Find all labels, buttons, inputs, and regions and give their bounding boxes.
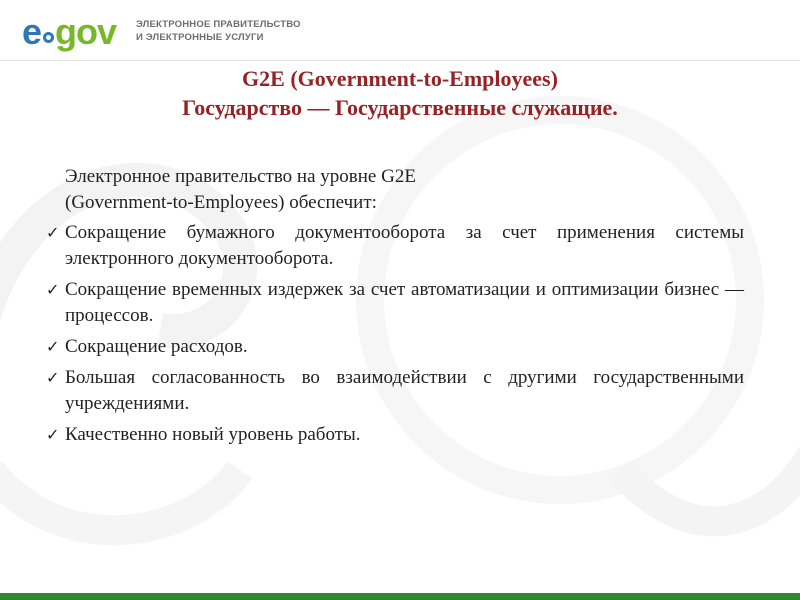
logo-e-text: e <box>22 11 43 52</box>
logo-caption <box>136 18 301 44</box>
header-divider <box>0 60 800 61</box>
list-item-text: Сокращение временных издержек за счет автоматизации и оптимизации бизнес — процессов. <box>65 279 744 326</box>
list-item <box>46 365 744 417</box>
list-item-text: Большая согласованность во взаимодействии с другими государственными учреждениями. <box>65 367 744 414</box>
list-item <box>46 220 744 272</box>
intro-text <box>46 164 744 216</box>
header <box>0 0 800 60</box>
logo-gov-text: gov <box>55 11 117 52</box>
checkmark-icon: ✓ <box>46 337 60 356</box>
checkmark-icon: ✓ <box>46 425 60 444</box>
intro-line2: (Government-to-Employees) обеспечит: <box>65 192 377 213</box>
list-item <box>46 334 744 360</box>
checkmark-icon: ✓ <box>46 223 60 242</box>
title-line2: Государство — Государственные служащие. <box>182 95 618 120</box>
slide-body <box>46 164 744 453</box>
logo-caption-line2: И ЭЛЕКТРОННЫЕ УСЛУГИ <box>136 32 264 43</box>
bullet-list <box>46 220 744 448</box>
intro-line1: Электронное правительство на уровне G2E <box>65 166 416 187</box>
list-item <box>46 277 744 329</box>
list-item <box>46 422 744 448</box>
list-item-text: Сокращение бумажного документооборота за счет применения системы электронного документооборота. <box>65 222 744 269</box>
checkmark-icon: ✓ <box>46 280 60 299</box>
slide-title <box>0 64 800 122</box>
list-item-text: Качественно новый уровень работы. <box>65 424 361 445</box>
list-item-text: Сокращение расходов. <box>65 336 248 357</box>
logo-caption-line1: ЭЛЕКТРОННОЕ ПРАВИТЕЛЬСТВО <box>136 19 301 30</box>
footer-bar <box>0 593 800 600</box>
egov-logo[interactable] <box>22 12 116 52</box>
checkmark-icon: ✓ <box>46 368 60 387</box>
title-line1: G2E (Government-to-Employees) <box>242 66 558 91</box>
logo-dot-icon <box>43 32 54 43</box>
